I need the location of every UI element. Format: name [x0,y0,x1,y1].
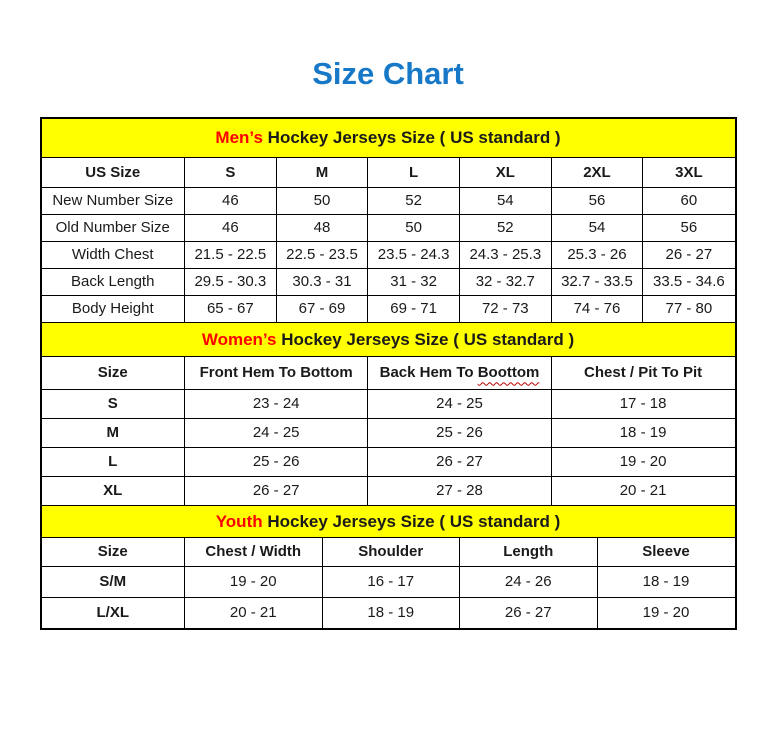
table-row [42,418,735,447]
size-chart-container [40,117,737,630]
misspelled-word: Boottom [477,364,540,382]
header-cell: Size [42,357,185,389]
cell: 29.5 - 30.3 [185,268,277,295]
cell: 21.5 - 22.5 [185,241,277,268]
cell: 54 [551,214,643,241]
cell: 69 - 71 [368,295,460,322]
mens-header-row [42,158,735,187]
cell: 50 [276,187,368,214]
youth-size-table [42,538,735,628]
header-cell: 3XL [643,158,735,187]
row-label: Width Chest [42,241,185,268]
row-label: M [42,418,185,447]
row-label: Body Height [42,295,185,322]
cell: 67 - 69 [276,295,368,322]
youth-header-text: Hockey Jerseys Size ( US standard ) [262,511,561,531]
cell: 25.3 - 26 [551,241,643,268]
youth-section-header [42,505,735,538]
cell: 26 - 27 [460,597,598,628]
row-label: L [42,447,185,476]
mens-section-header [42,119,735,158]
mens-header-text: Hockey Jerseys Size ( US standard ) [262,128,561,147]
cell: 25 - 26 [185,447,368,476]
cell: 24.3 - 25.3 [459,241,551,268]
cell: 54 [459,187,551,214]
row-label: XL [42,476,185,505]
womens-section-header [42,322,735,357]
cell: 30.3 - 31 [276,268,368,295]
cell: 32 - 32.7 [459,268,551,295]
cell: 52 [368,187,460,214]
row-label: Back Length [42,268,185,295]
cell: 60 [643,187,735,214]
cell: 31 - 32 [368,268,460,295]
cell: 18 - 19 [551,418,734,447]
header-cell-text: Back Hem To [379,364,478,382]
table-row [42,268,735,295]
womens-size-table [42,357,735,505]
cell: 19 - 20 [597,597,735,628]
header-cell: 2XL [551,158,643,187]
size-chart-page [0,56,776,630]
cell: 46 [185,214,277,241]
cell: 56 [551,187,643,214]
cell: 26 - 27 [368,447,551,476]
cell: 24 - 26 [460,566,598,597]
table-row [42,476,735,505]
cell: 26 - 27 [643,241,735,268]
cell: 22.5 - 23.5 [276,241,368,268]
header-cell: S [185,158,277,187]
header-cell: Chest / Pit To Pit [551,357,734,389]
cell: 18 - 19 [597,566,735,597]
cell: 32.7 - 33.5 [551,268,643,295]
cell: 50 [368,214,460,241]
table-row [42,187,735,214]
cell: 65 - 67 [185,295,277,322]
cell: 77 - 80 [643,295,735,322]
row-label: Old Number Size [42,214,185,241]
cell: 48 [276,214,368,241]
table-row [42,389,735,418]
table-row [42,241,735,268]
page-title: Size Chart [312,56,464,91]
header-cell: Length [460,538,598,566]
header-cell: US Size [42,158,185,187]
cell: 74 - 76 [551,295,643,322]
cell: 24 - 25 [185,418,368,447]
table-row [42,447,735,476]
cell: 20 - 21 [185,597,323,628]
row-label: S/M [42,566,185,597]
cell: 33.5 - 34.6 [643,268,735,295]
cell: 72 - 73 [459,295,551,322]
cell: 27 - 28 [368,476,551,505]
table-row [42,214,735,241]
cell: 23 - 24 [185,389,368,418]
header-cell: Shoulder [322,538,460,566]
cell: 25 - 26 [368,418,551,447]
row-label: L/XL [42,597,185,628]
cell: 19 - 20 [185,566,323,597]
table-row [42,597,735,628]
cell: 24 - 25 [368,389,551,418]
youth-highlight-word: Youth [215,511,263,531]
header-cell: Sleeve [597,538,735,566]
row-label: New Number Size [42,187,185,214]
header-cell: Front Hem To Bottom [185,357,368,389]
header-cell: M [276,158,368,187]
womens-header-row [42,357,735,389]
mens-size-table [42,158,735,322]
cell: 56 [643,214,735,241]
cell: 26 - 27 [185,476,368,505]
table-row [42,566,735,597]
womens-header-text: Hockey Jerseys Size ( US standard ) [276,329,575,349]
cell: 23.5 - 24.3 [368,241,460,268]
cell: 19 - 20 [551,447,734,476]
cell: 17 - 18 [551,389,734,418]
header-cell: L [368,158,460,187]
row-label: S [42,389,185,418]
mens-highlight-word: Men’s [215,128,263,147]
header-cell: Size [42,538,185,566]
cell: 18 - 19 [322,597,460,628]
cell: 20 - 21 [551,476,734,505]
womens-highlight-word: Women’s [201,329,277,349]
cell: 46 [185,187,277,214]
cell: 16 - 17 [322,566,460,597]
header-cell: Chest / Width [185,538,323,566]
header-cell: XL [459,158,551,187]
youth-header-row [42,538,735,566]
header-cell [368,357,551,389]
table-row [42,295,735,322]
cell: 52 [459,214,551,241]
